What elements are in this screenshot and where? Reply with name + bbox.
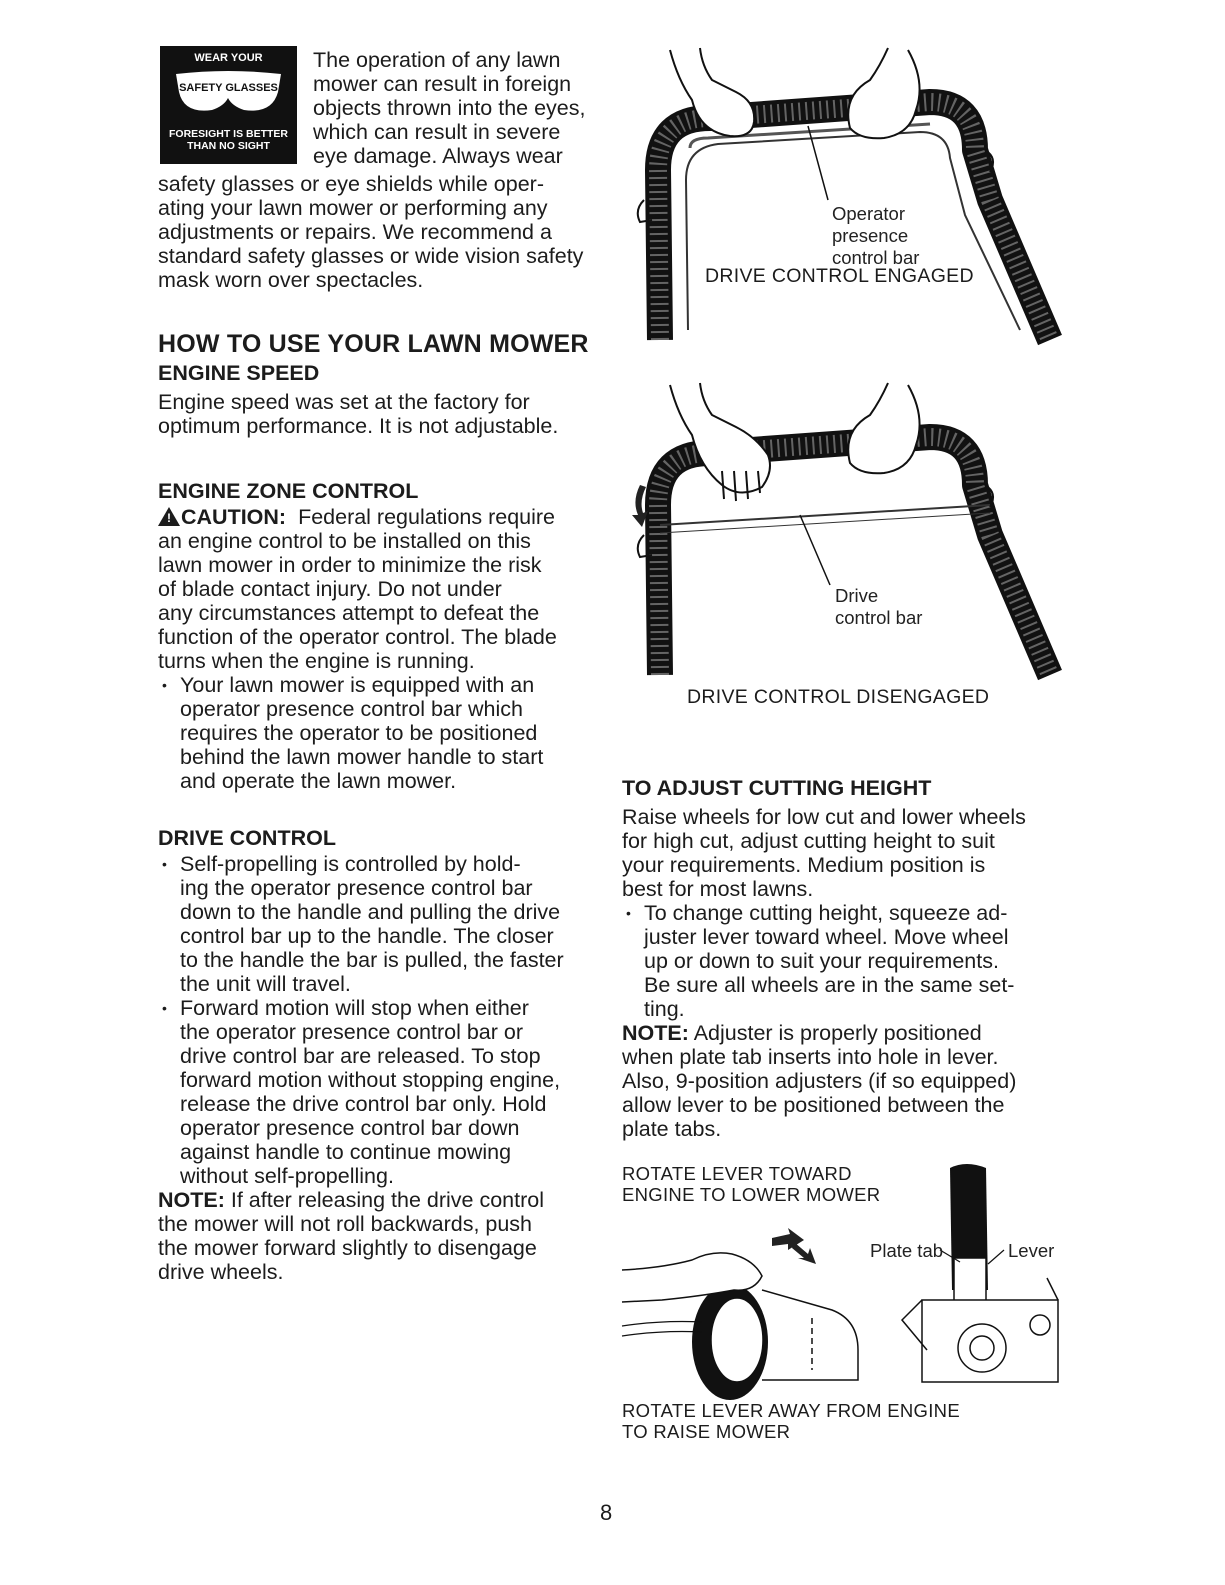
text-line: down to the handle and pulling the drive <box>180 900 561 924</box>
list-item <box>158 996 603 1188</box>
text-line: drive wheels. <box>158 1260 284 1284</box>
intro-line: adjustments or repairs. We recommend a <box>158 220 552 244</box>
intro-line: which can result in severe <box>313 120 561 144</box>
text-line: Also, 9-position adjusters (if so equipped) <box>622 1069 1017 1093</box>
warning-triangle-icon: ! <box>158 507 180 526</box>
text-line: allow lever to be positioned between the <box>622 1093 1005 1117</box>
text-line: the operator presence control bar or <box>180 1020 524 1044</box>
safety-glasses-badge <box>160 46 297 164</box>
badge-line-3b: THAN NO SIGHT <box>187 140 270 152</box>
list-item <box>158 673 598 793</box>
section-heading-how-to-use: HOW TO USE YOUR LAWN MOWER <box>158 330 589 358</box>
text-line: without self-propelling. <box>180 1164 394 1188</box>
text-line: the mower will not roll backwards, push <box>158 1212 533 1236</box>
text-line: against handle to continue mowing <box>180 1140 512 1164</box>
caption-rotate-away-from-engine <box>622 1400 960 1442</box>
heading-engine-zone-control: ENGINE ZONE CONTROL <box>158 479 419 503</box>
drive-control-disengaged-illustration <box>630 375 1070 680</box>
heading-drive-control: DRIVE CONTROL <box>158 826 336 850</box>
text-line: the unit will travel. <box>180 972 351 996</box>
text-line: turns when the engine is running. <box>158 649 475 673</box>
text-line: for high cut, adjust cutting height to suit <box>622 829 995 853</box>
text-line: operator presence control bar down <box>180 1116 520 1140</box>
caption-line: ENGINE TO LOWER MOWER <box>622 1184 881 1205</box>
text-line: any circumstances attempt to defeat the <box>158 601 540 625</box>
intro-line: eye damage. Always wear <box>313 144 563 168</box>
text-line: up or down to suit your requirements. <box>644 949 999 973</box>
drive-control-text <box>158 852 603 1284</box>
text-line: of blade contact injury. Do not under <box>158 577 502 601</box>
list-item <box>158 852 603 996</box>
text-line: to the handle the bar is pulled, the faster <box>180 948 564 972</box>
text-line: lawn mower in order to minimize the risk <box>158 553 542 577</box>
note-text: If after releasing the drive control <box>230 1188 544 1212</box>
heading-engine-speed: ENGINE SPEED <box>158 361 320 385</box>
drive-control-engaged-illustration <box>630 40 1070 345</box>
note-label: NOTE: <box>158 1188 225 1212</box>
text-line: Raise wheels for low cut and lower wheels <box>622 805 1026 829</box>
caution-text: Federal regulations require <box>298 505 556 529</box>
text-line: control bar up to the handle. The closer <box>180 924 554 948</box>
label-operator-presence-control-bar <box>832 203 919 269</box>
intro-line: objects thrown into the eyes, <box>313 96 586 120</box>
text-line: the mower forward slightly to disengage <box>158 1236 537 1260</box>
text-line: drive control bar are released. To stop <box>180 1044 541 1068</box>
badge-line-2: SAFETY GLASSES <box>179 82 278 94</box>
text-line: requires the operator to be positioned <box>180 721 538 745</box>
cutting-height-adjuster-illustration <box>622 1150 1062 1400</box>
label-line: Drive <box>835 585 879 606</box>
list-item <box>622 901 1062 1021</box>
note-label: NOTE: <box>622 1021 689 1045</box>
text-line: ing the operator presence control bar <box>180 876 533 900</box>
text-line: • Your lawn mower is equipped with an <box>180 673 535 697</box>
text-line: • Forward motion will stop when either <box>180 996 529 1020</box>
caption-line: ROTATE LEVER AWAY FROM ENGINE <box>622 1400 960 1421</box>
note-text: Adjuster is properly positioned <box>693 1021 982 1045</box>
badge-line-3a: FORESIGHT IS BETTER <box>168 128 288 140</box>
cutting-height-text <box>622 805 1062 1141</box>
text-line: release the drive control bar only. Hold <box>180 1092 547 1116</box>
text-line: when plate tab inserts into hole in lever. <box>622 1045 999 1069</box>
label-line: presence <box>832 225 909 246</box>
caption-line: ROTATE LEVER TOWARD <box>622 1163 852 1184</box>
caption-drive-control-engaged: DRIVE CONTROL ENGAGED <box>705 265 974 287</box>
text-line: Engine speed was set at the factory for <box>158 390 530 414</box>
intro-wide <box>158 172 598 292</box>
heading-adjust-cutting-height: TO ADJUST CUTTING HEIGHT <box>622 776 932 800</box>
text-line: your requirements. Medium position is <box>622 853 986 877</box>
text-line: ting. <box>644 997 685 1021</box>
label-plate-tab: Plate tab <box>870 1240 944 1261</box>
text-line: forward motion without stopping engine, <box>180 1068 561 1092</box>
text-line: operator presence control bar which <box>180 697 523 721</box>
text-line: juster lever toward wheel. Move wheel <box>644 925 1009 949</box>
text-line: plate tabs. <box>622 1117 722 1141</box>
badge-line-1: WEAR YOUR <box>194 52 263 64</box>
badge-line-3 <box>160 128 297 152</box>
text-line: • Self-propelling is controlled by hold- <box>180 852 521 876</box>
intro-line: ating your lawn mower or performing any <box>158 196 548 220</box>
text-line: behind the lawn mower handle to start <box>180 745 544 769</box>
engine-zone-text <box>158 505 598 793</box>
text-line: optimum performance. It is not adjustable. <box>158 414 559 438</box>
caption-line: TO RAISE MOWER <box>622 1421 791 1442</box>
intro-narrow <box>313 48 593 168</box>
text-line: • To change cutting height, squeeze ad- <box>644 901 1008 925</box>
engine-speed-text <box>158 390 598 438</box>
caution-label: CAUTION: <box>181 505 287 529</box>
text-line: best for most lawns. <box>622 877 814 901</box>
label-drive-control-bar <box>835 585 922 629</box>
intro-line: mower can result in foreign <box>313 72 572 96</box>
note-line <box>158 1188 603 1212</box>
intro-line: mask worn over spectacles. <box>158 268 424 292</box>
intro-line: safety glasses or eye shields while oper- <box>158 172 544 196</box>
caution-line <box>158 505 598 529</box>
label-line: control bar <box>835 607 923 628</box>
text-line: and operate the lawn mower. <box>180 769 457 793</box>
intro-line: The operation of any lawn <box>313 48 561 72</box>
caption-drive-control-disengaged: DRIVE CONTROL DISENGAGED <box>687 686 990 708</box>
text-line: Be sure all wheels are in the same set- <box>644 973 1015 997</box>
page-number: 8 <box>600 1500 613 1525</box>
note-line <box>622 1021 1062 1045</box>
label-line: Operator <box>832 203 906 224</box>
label-line: control bar <box>832 247 920 268</box>
text-line: an engine control to be installed on this <box>158 529 531 553</box>
text-line: function of the operator control. The blade <box>158 625 557 649</box>
intro-line: standard safety glasses or wide vision safety <box>158 244 584 268</box>
label-lever: Lever <box>1008 1240 1055 1261</box>
